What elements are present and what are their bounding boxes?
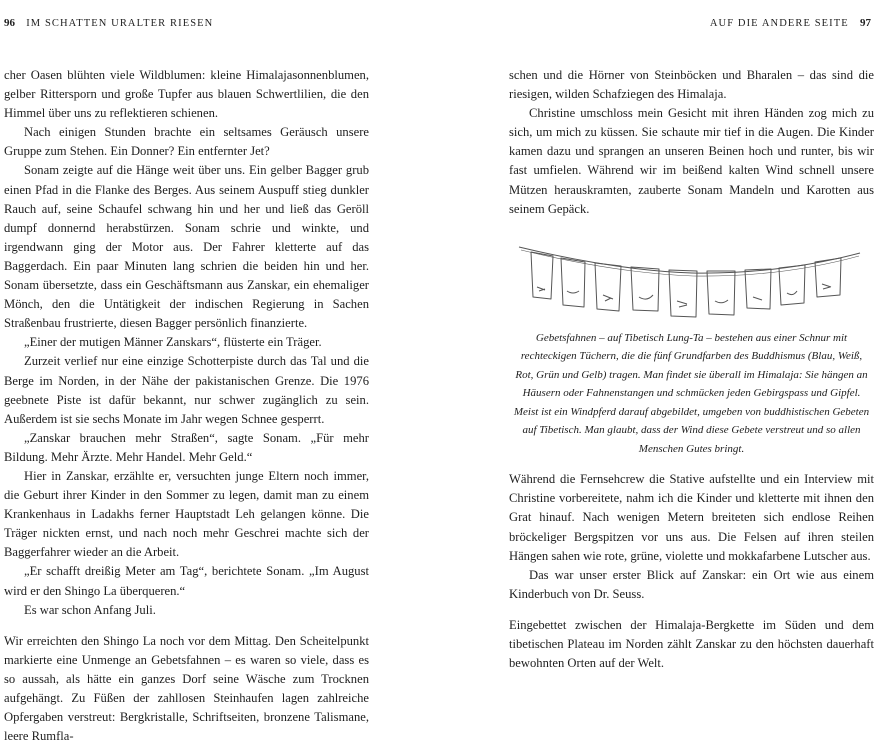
left-running-title: IM SCHATTEN URALTER RIESEN (26, 18, 214, 29)
left-page-text (4, 66, 369, 746)
paragraph: cher Oasen blühten viele Wildblumen: kleine Himalajasonnenblumen, gelber Rittersporn und große Tupfer aus blauen Schwertlilien, die den Himmel über uns zu reflektieren schienen. (4, 68, 369, 121)
paragraph: Hier in Zanskar, erzählte er, versuchten junge Eltern noch immer, die Geburt ihrer Kinder in den Sommer zu legen, damit man zu einem Krankenhaus in Ladakhs ferner Hauptstadt Leh gelangen könne. Die Träger nickten ernst, und nach noch mehr Geschrei machte sich der Baggerfahrer wieder an die Arbeit. (4, 468, 369, 560)
paragraph: Nach einigen Stunden brachte ein seltsames Geräusch unsere Gruppe zum Stehen. Ein Donner? Ein entfernter Jet? (4, 125, 369, 159)
paragraph: Das war unser erster Blick auf Zanskar: ein Ort wie aus einem Kinderbuch von Dr. Seuss. (509, 567, 874, 601)
paragraph: schen und die Hörner von Steinböcken und Bharalen – das sind die riesigen, wilden Schafziegen des Himalaja. (509, 68, 874, 102)
paragraph: Christine umschloss mein Gesicht mit ihren Händen zog mich zu sich, um mich zu küssen. Sie schaute mir tief in die Augen. Die Kinder kamen dazu und sprangen an unseren Beinen hoch und runter, bis wir fast umfielen. Während wir im beißend kalten Wind schnell unsere Mützen herauskramten, zauberte Sonam Mandeln und Karotten aus seinem Gepäck. (509, 106, 874, 216)
right-running-title: AUF DIE ANDERE SEITE (709, 18, 849, 29)
right-page-text (509, 66, 874, 673)
paragraph: „Zanskar brauchen mehr Straßen“, sagte Sonam. „Für mehr Bildung. Mehr Ärzte. Mehr Handel. Mehr Geld.“ (4, 430, 369, 464)
paragraph: „Er schafft dreißig Meter am Tag“, berichtete Sonam. „Im August wird er den Shingo La überqueren.“ (4, 564, 369, 598)
paragraph: Es war schon Anfang Juli. (24, 602, 156, 617)
paragraph: Eingebettet zwischen der Himalaja-Bergkette im Süden und dem tibetischen Plateau im Norden zählt Zanskar zu den höchsten dauerhaft bewohnten Orten auf der Welt. (509, 617, 874, 671)
paragraph: „Einer der mutigen Männer Zanskars“, flüsterte ein Träger. (24, 335, 322, 350)
prayer-flags-illustration (517, 239, 862, 329)
paragraph: Zurzeit verlief nur eine einzige Schotterpiste durch das Tal und die Berge im Norden, in der Nähe der pakistanischen Grenze. Die 1976 geebnete Piste ist dafür bekannt, nur schwer zugänglich zu sein. Außerdem ist sie sechs Monate im Jahr wegen Schnee gesperrt. (4, 354, 369, 426)
right-page-number: 97 (860, 17, 871, 29)
image-caption: Gebetsfahnen – auf Tibetisch Lung-Ta – bestehen aus einer Schnur mit rechteckigen Tüchern, die die fünf Grundfarben des Buddhismus (Blau, Weiß, Rot, Grün und Gelb) tragen. Man findet sie überall im Himalaja: Sie hängen an Häusern oder Fahnenstangen und schmücken jeden Gebirgspass und Gipfel. Meist ist ein Windpferd darauf abgebildet, umgeben von buddhistischen Gebeten auf Tibetisch. Man glaubt, dass der Wind diese Gebete verstreut und so allen Menschen Gutes bringt. (513, 331, 870, 455)
left-page-header (4, 17, 213, 29)
paragraph: Sonam zeigte auf die Hänge weit über uns. Ein gelber Bagger grub einen Pfad in die Flanke des Berges. Aus seinem Auspuff stieg dunkler Rauch auf, seine Schaufel schwang hin und her und ließ das Geröll dumpf donnernd herabstürzen. Sonam schrie und winkte, und irgendwann ging der Motor aus. Der Fahrer kletterte auf das Baggerdach. Ein paar Minuten lang schrien die beiden hin und her. Sonam übersetzte, dass ein Geschäftsmann aus Zanskar, ein ehemaliger Mönch, den die Untätigkeit der indischen Regierung in Sachen Straßenbau frustrierte, diesen Bagger persönlich finanzierte. (4, 163, 369, 331)
left-page-number: 96 (4, 17, 15, 29)
paragraph: Während die Fernsehcrew die Stative aufstellte und ein Interview mit Christine vorbereitete, nahm ich die Kinder und kletterte mit ihnen den Grat hinauf. Nach wenigen Metern breiteten sich endlose Reihen bröckeliger Bergspitzen vor uns aus. Die Felsen auf ihren steilen Hängen sahen wie rote, grüne, violette und mokkafarbene Lutscher aus. (509, 472, 874, 563)
right-page-header (710, 17, 871, 29)
paragraph: Wir erreichten den Shingo La noch vor dem Mittag. Den Scheitelpunkt markierte eine Unmenge an Gebetsfahnen – es waren so viele, dass es so aussah, als hätte ein ganzes Dorf seine Wäsche zum Trocknen aufgehängt. Zu Füßen der zahllosen Steinhaufen lagen zahlreiche Opfergaben verstreut: Bergkristalle, Schriftseiten, bronzene Talismane, leere Rumfla- (4, 633, 369, 744)
